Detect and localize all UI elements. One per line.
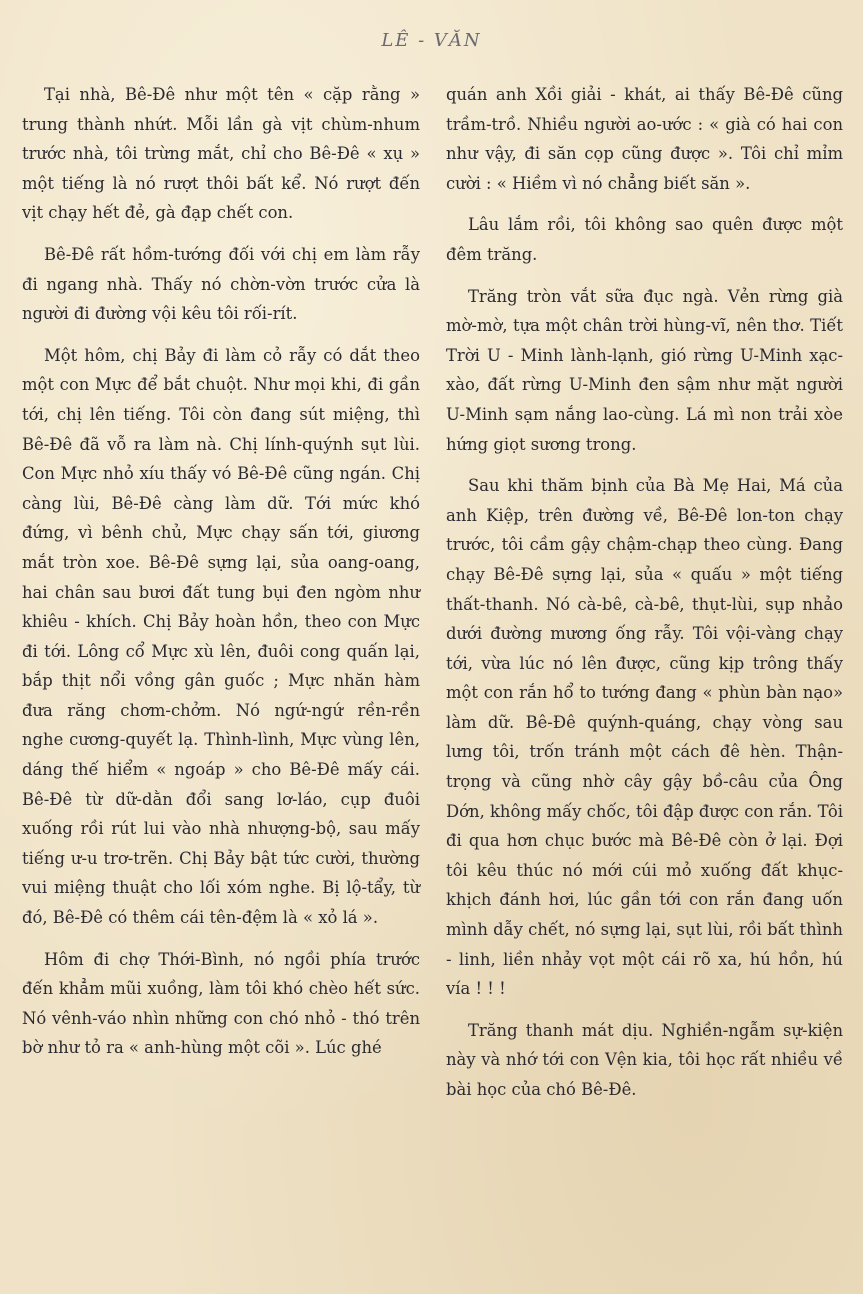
paragraph: Tại nhà, Bê-Đê như một tên « cặp rằng » trung thành nhứt. Mỗi lần gà vịt chùm-nhum trước nhà, tôi trừng mắt, chỉ cho Bê-Đê « xụ » một tiếng là nó rượt thôi bất kể. Nó rượt đến vịt chạy hết đẻ, gà đạp chết con. [22, 85, 420, 223]
paragraph: Trăng tròn vắt sữa đục ngà. Vẻn rừng già mờ-mờ, tựa một chân trời hùng-vĩ, nên thơ. Tiết Trời U - Minh lành-lạnh, gió rừng U-Minh xạc-xào, đất rừng U-Minh đen sậm như mặt người U-Minh sạm nắng lao-cùng. Lá mì non trải xòe hứng giọt sương trong. [446, 286, 843, 454]
left-column [22, 80, 420, 1075]
paragraph: Bê-Đê rất hồm-tướng đối với chị em làm rẫy đi ngang nhà. Thấy nó chờn-vờn trước cửa là người đi đường vội kêu tôi rối-rít. [22, 244, 420, 324]
paragraph: Hôm đi chợ Thới-Bình, nó ngồi phía trước đến khẳm mũi xuồng, làm tôi khó chèo hết sức. Nó vênh-váo nhìn những con chó nhỏ - thó trên bờ như tỏ ra « anh-hùng một cõi ». Lúc ghé [22, 949, 420, 1058]
paragraph: Trăng thanh mát dịu. Nghiền-ngẫm sự-kiện này và nhớ tới con Vện kia, tôi học rất nhiều về bài học của chó Bê-Đê. [446, 1020, 843, 1099]
paragraph: Lâu lắm rồi, tôi không sao quên được một đêm trăng. [446, 215, 843, 264]
paragraph: Một hôm, chị Bảy đi làm cỏ rẫy có dắt theo một con Mực để bắt chuột. Như mọi khi, đi gần tới, chị lên tiếng. Tôi còn đang sút miệng, thì Bê-Đê đã vỗ ra làm nà. Chị lính-quýnh sụt lùi. Con Mực nhỏ xíu thấy vó Bê-Đê cũng ngán. Chị càng lùi, Bê-Đê càng làm dữ. Tới mức khó đứng, vì bênh chủ, Mực chạy sấn tới, giương mắt tròn xoe. Bê-Đê sựng lại, sủa oang-oang, hai chân sau bươi đất tung bụi đen ngòm như khiêu - khích. Chị Bảy hoàn hồn, theo con Mực đi tới. Lông cổ Mực xù lên, đuôi cong quấn lại, bắp thịt nổi vồng gân guốc ; Mực nhăn hàm đưa răng chơm-chởm. Nó ngứ-ngứ rền-rền nghe cương-quyết lạ. Thình-lình, Mực vùng lên, dáng thế hiểm « ngoáp » cho Bê-Đê mấy cái. Bê-Đê từ dữ-dằn đổi sang lơ-láo, cụp đuôi xuống rồi rút lui vào nhà nhượng-bộ, sau mấy tiếng ư-u trơ-trẽn. Chị Bảy bật tức cười, thường vui miệng thuật cho lối xóm nghe. Bị lộ-tẩy, từ đó, Bê-Đê có thêm cái tên-đệm là « xỏ lá ». [22, 345, 420, 928]
paragraph-continued: quán anh Xồi giải - khát, ai thấy Bê-Đê cũng trầm-trồ. Nhiều người ao-ước : « già có hai con như vậy, đi săn cọp cũng được ». Tôi chỉ mỉm cười : « Hiềm vì nó chẳng biết săn ». [446, 85, 843, 193]
running-header: LÊ - VĂN [381, 30, 482, 51]
right-column [446, 80, 843, 1117]
paragraph: Sau khi thăm bịnh của Bà Mẹ Hai, Má của anh Kiệp, trên đường về, Bê-Đê lon-ton chạy trước, tôi cầm gậy chậm-chạp theo cùng. Đang chạy Bê-Đê sựng lại, sủa « quấu » một tiếng thất-thanh. Nó cà-bê, cà-bê, thụt-lùi, sụp nhảo dưới đường mương ống rẫy. Tôi vội-vàng chạy tới, vừa lúc nó lên được, cũng kịp trông thấy một con rắn hổ to tướng đang « phùn bàn nạo» làm dữ. Bê-Đê quýnh-quáng, chạy vòng sau lưng tôi, trốn tránh một cách đê hèn. Thận-trọng và cũng nhờ cây gậy bồ-câu của Ông Dớn, không mấy chốc, tôi đập được con rắn. Tôi đi qua hơn chục bước mà Bê-Đê còn ở lại. Đợi tôi kêu thúc nó mới cúi mỏ xuống đất khục-khịch đánh hơi, lúc gần tới con rắn đang uốn mình dẫy chết, nó sựng lại, sụt lùi, rồi bất thình - linh, liền nhảy vọt một cái rõ xa, hú hồn, hú vía ! ! ! [446, 476, 844, 999]
